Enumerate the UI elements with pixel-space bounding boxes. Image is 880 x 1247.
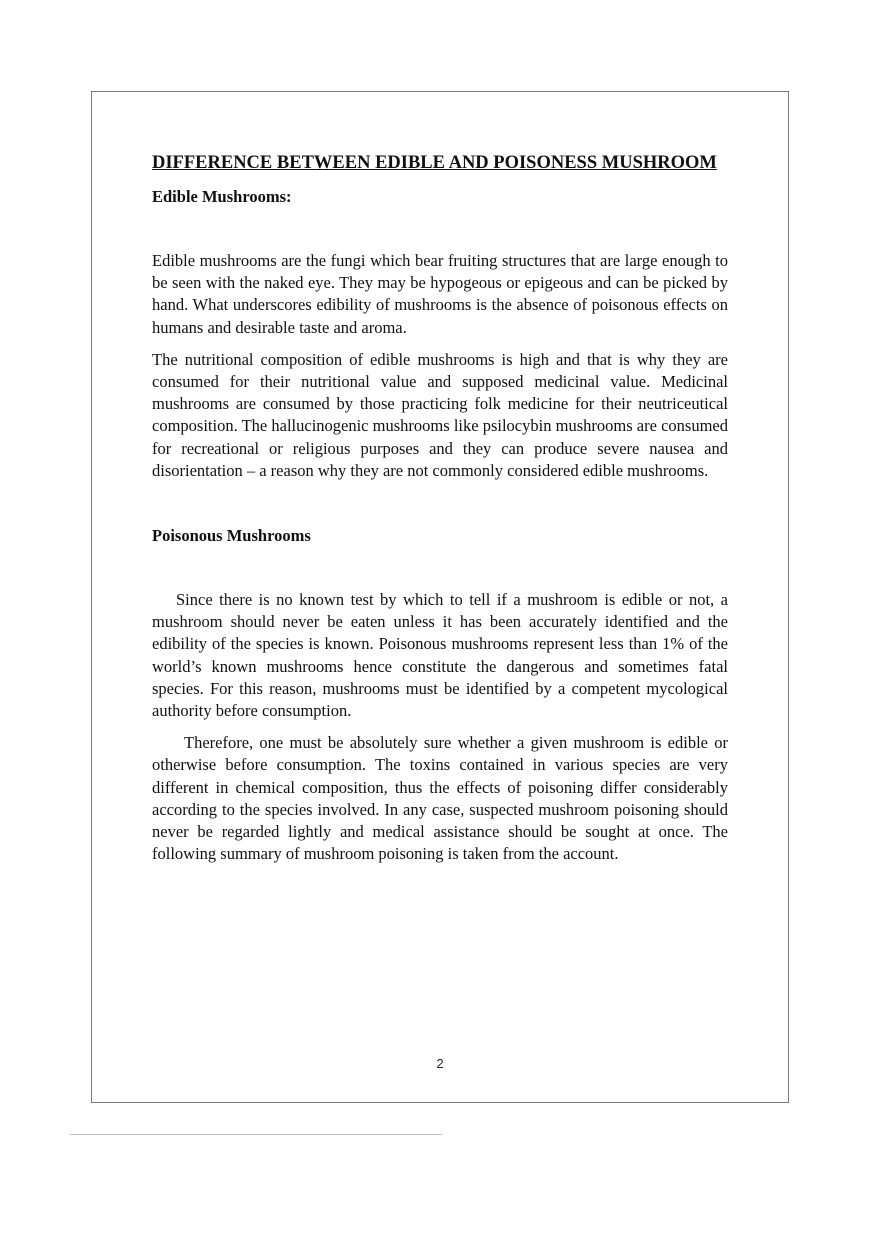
page-title: DIFFERENCE BETWEEN EDIBLE AND POISONESS MUSHROOM — [152, 153, 717, 173]
poisonous-paragraph-2: Therefore, one must be absolutely sure whether a given mushroom is edible or otherwise before consumption. The toxins contained in various species are very different in chemical composition, thus the effects of poisoning differ considerably according to the species involved. In any case, suspected mushroom poisoning should never be regarded lightly and medical assistance should be sought at once. The following summary of mushroom poisoning is taken from the account. — [152, 733, 728, 864]
edible-paragraph-2: The nutritional composition of edible mushrooms is high and that is why they are consumed for their nutritional value and supposed medicinal value. Medicinal mushrooms are consumed by those practicing folk medicine for their neutriceutical composition. The hallucinogenic mushrooms like psilocybin mushrooms are consumed for recreational or religious purposes and they can produce severe nausea and disorientation – a reason why they are not commonly considered edible mushrooms. — [152, 349, 728, 480]
bottom-divider — [70, 1134, 442, 1135]
page-content — [152, 152, 728, 865]
poisonous-paragraph-1: Since there is no known test by which to tell if a mushroom is edible or not, a mushroom should never be eaten unless it has been accurately identified and the edibility of the species is known. Poisonous mushrooms represent less than 1% of the world’s known mushrooms hence constitute the dangerous and sometimes fatal species. For this reason, mushrooms must be identified by a competent mycological authority before consumption. — [152, 590, 728, 721]
page-number: 2 — [436, 1056, 444, 1071]
edible-mushrooms-heading: Edible Mushrooms: — [152, 187, 292, 206]
poisonous-mushrooms-heading: Poisonous Mushrooms — [152, 526, 311, 546]
edible-paragraph-1: Edible mushrooms are the fungi which bear fruiting structures that are large enough to be seen with the naked eye. They may be hypogeous or epigeous and can be picked by hand. What underscores edibility of mushrooms is the absence of poisonous effects on humans and desirable taste and aroma. — [152, 251, 728, 337]
